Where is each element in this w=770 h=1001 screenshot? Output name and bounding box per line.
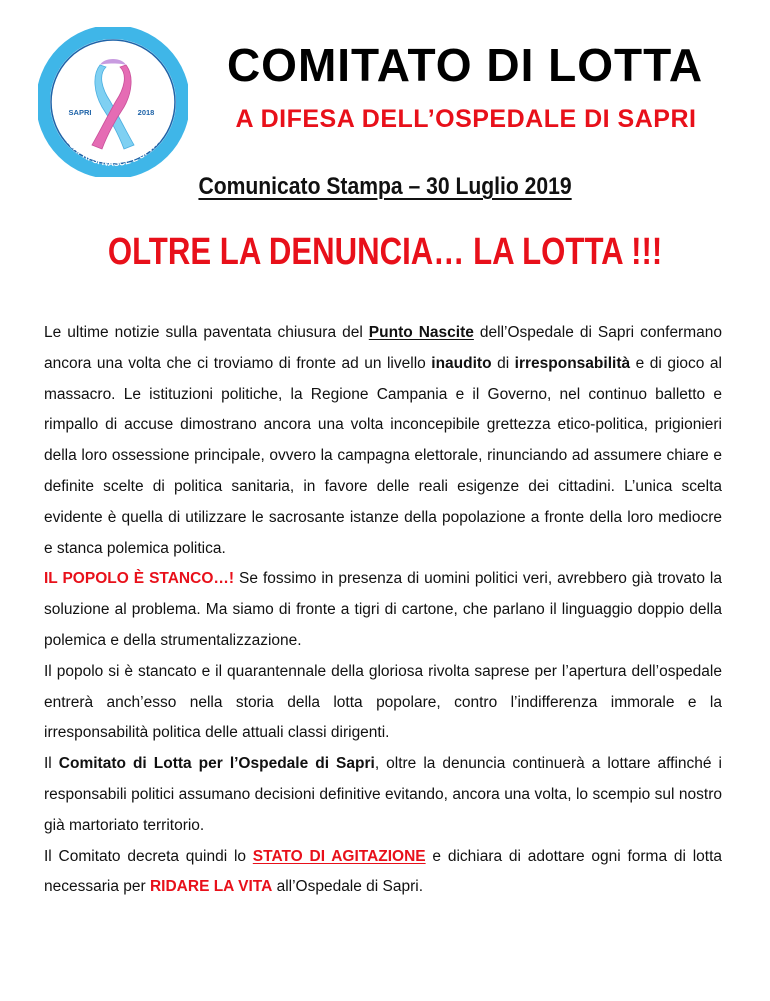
paragraph-4 [44, 749, 722, 841]
paragraph-5 [44, 842, 722, 904]
committee-logo [38, 27, 188, 177]
logo-left-label: SAPRI [68, 108, 92, 117]
press-release-date [0, 167, 770, 207]
ridare-la-vita-emphasis: RIDARE LA VITA [149, 878, 273, 896]
logo-top-text: COMITATO DI LOTTA [57, 39, 169, 81]
punto-nascite-emphasis: Punto Nascite [368, 324, 474, 341]
paragraph-1-text-a: Le ultime notizie sulla paventata chiusura del [44, 324, 369, 341]
paragraph-1-text-b: dell’Ospedale di Sapri confermano ancora una volta che ci troviamo di fronte ad un livello [44, 324, 722, 372]
paragraph-2 [44, 564, 722, 656]
paragraph-1-text-d: e di gioco al massacro. Le istituzioni politiche, la Regione Campania e il Governo, nel continuo balletto e rimpallo di accuse dimostrano ancora una volta inconcepibile grettezza etico-politica, prigionieri della loro ossessione principale, ovvero la campagna elettorale, rinunciando ad assumere chiare e definite scelte di politica sanitaria, in favore delle reali esigenze dei cittadini. L’unica scelta evidente è quella di utilizzare le sacrosante istanze della popolazione a fronte della loro mediocre e stanca polemica politica. [44, 354, 722, 557]
comitato-emphasis: Comitato di Lotta per l’Ospedale di Sapri [58, 755, 375, 773]
press-release-date-text: Comunicato Stampa – 30 Luglio 2019 [198, 173, 572, 200]
main-headline-text: OLTRE LA DENUNCIA… LA LOTTA !!! [107, 231, 663, 273]
paragraph-1-text-c: di [491, 354, 515, 372]
stato-agitazione-emphasis: STATO DI AGITAZIONE [252, 847, 426, 865]
paragraph-3: Il popolo si è stancato e il quarantennale della gloriosa rivolta saprese per l’apertura dell’ospedale entrerà anch’esso nella storia della lotta popolare, contro l’indifferenza immorale e la irresponsabilità politica delle attuali classi dirigenti. [44, 662, 722, 742]
logo-bottom-text: A SAPRI SI NASCE E SI VIVE [62, 134, 164, 169]
paragraph-4-text-b: , oltre la denuncia continuerà a lottare affinché i responsabili politici assumano decisioni definitive evitando, ancora una volta, lo scempio sul nostro già martoriato territorio. [44, 755, 722, 834]
main-headline [0, 222, 770, 282]
page-subtitle: A DIFESA DELL’OSPEDALE DI SAPRI [235, 105, 697, 133]
press-release-body [44, 318, 722, 903]
paragraph-4-text-a: Il [44, 755, 59, 773]
paragraph-5-text-b: e dichiara di adottare ogni forma di lotta necessaria per [44, 847, 723, 896]
logo-right-label: 2018 [137, 108, 155, 117]
paragraph-5-text-c: all’Ospedale di Sapri. [272, 878, 424, 896]
paragraph-2-text: Se fossimo in presenza di uomini politici veri, avrebbero già trovato la soluzione al problema. Ma siamo di fronte a tigri di cartone, che parlano il linguaggio doppio della polemica e della strumentalizzazione. [44, 570, 722, 649]
irresponsabilita-emphasis: irresponsabilità [514, 354, 631, 372]
page-title: COMITATO DI LOTTA [226, 39, 704, 91]
paragraph-1 [44, 318, 722, 564]
inaudito-emphasis: inaudito [431, 354, 492, 372]
paragraph-5-text-a: Il Comitato decreta quindi lo [44, 847, 253, 865]
popolo-stanco-emphasis: IL POPOLO È STANCO…! [44, 570, 235, 588]
